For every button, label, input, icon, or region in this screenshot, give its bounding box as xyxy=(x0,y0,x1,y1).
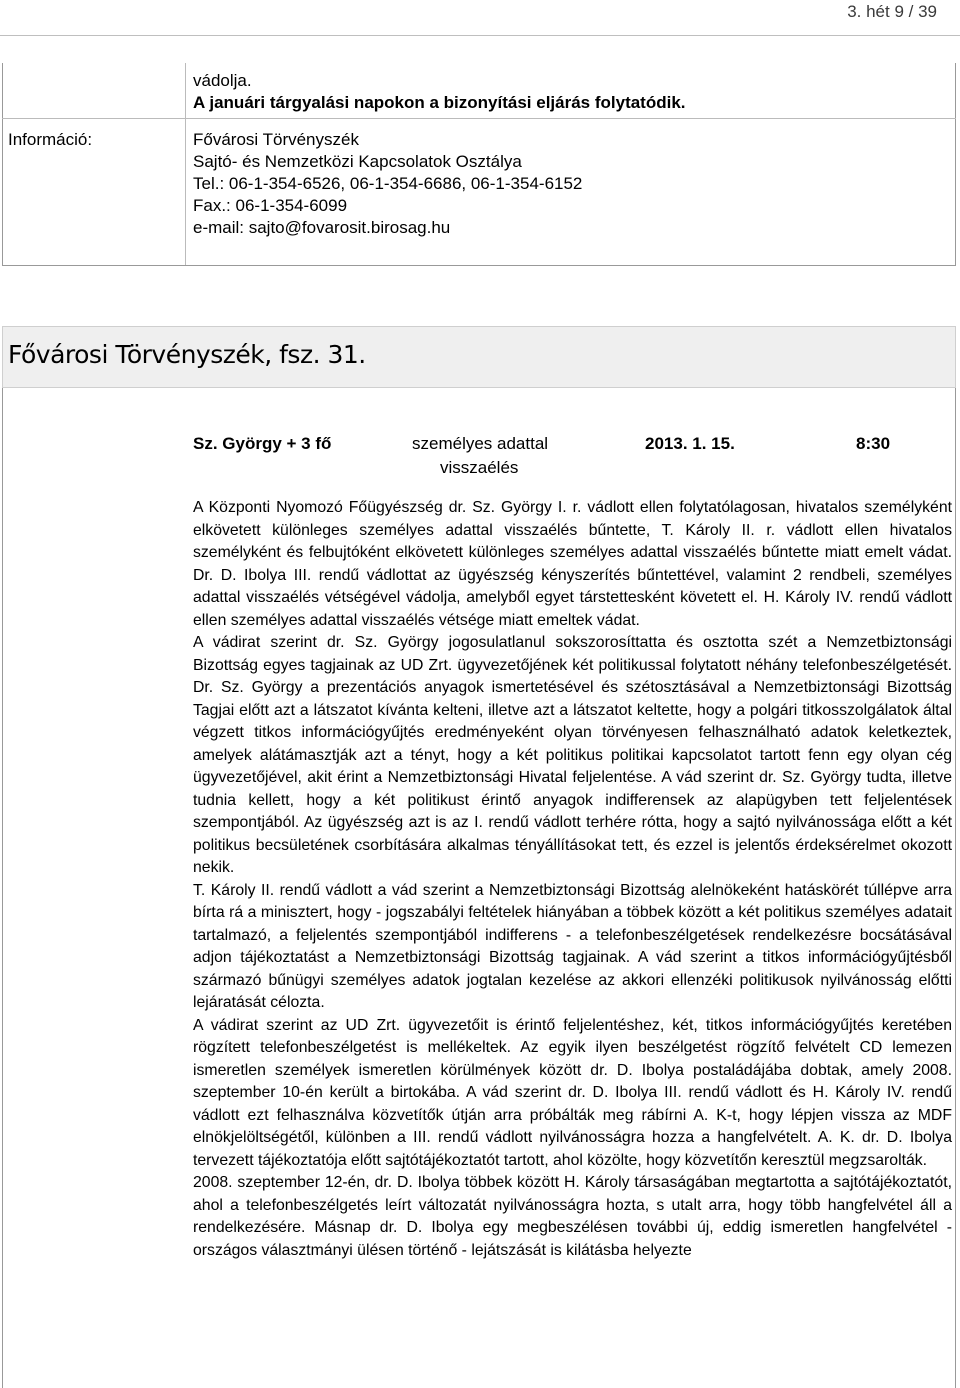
contact-line-1: Fővárosi Törvényszék xyxy=(193,130,359,149)
case-defendant: Sz. György + 3 fő xyxy=(193,434,332,453)
paragraph-5: 2008. szeptember 12-én, dr. D. Ibolya többek között H. Károly társaságában megtartotta a sajtótájékoztatót, ahol a telefonbeszélgetés leírt változatát nyilvánosságra hozta, s utalt arra, hogy több hangfelvétel áll a rendelkezésére. Másnap dr. D. Ibolya egy megbeszélésen további új, eddig ismeretlen hangfelvétel - országos választmányi ülésen történő - lejátszását is kilátásba helyezte xyxy=(193,1174,952,1259)
case-time: 8:30 xyxy=(856,434,891,453)
contact-line-3: Tel.: 06-1-354-6526, 06-1-354-6686, 06-1-354-6152 xyxy=(193,174,583,193)
table-left-border xyxy=(2,63,3,266)
info-block xyxy=(193,70,686,239)
table-column-divider xyxy=(185,63,186,266)
contact-line-5: e-mail: sajto@fovarosit.birosag.hu xyxy=(193,218,451,237)
header-rule xyxy=(0,35,960,36)
prev-line-1: vádolja. xyxy=(193,71,252,90)
courtroom-title: Fővárosi Törvényszék, fsz. 31. xyxy=(8,340,366,369)
paragraph-1: A Központi Nyomozó Főügyészség dr. Sz. György I. r. vádlott ellen folytatólagosan, hivatalos személyként elkövetett különleges személyes adattal visszaélés bűntette, T. Károly II. r. vádlott ellen hivatalos személyként és felbujtóként elkövetett különleges személyes adattal visszaélés bűntette miatt emelt vádat. Dr. D. Ibolya III. rendű vádlottat az ügyészség kényszerítés bűntettével, valamint 2 rendbeli, személyes adattal visszaélés vétségével vádolja, amelyből egyet társtettesként követett el. H. Károly IV. rendű vádlott ellen személyes adattal visszaélés vétsége miatt emeltek vádat. xyxy=(193,499,952,629)
table-right-border xyxy=(955,63,956,266)
table-bottom-border xyxy=(2,265,956,266)
paragraph-3: T. Károly II. rendű vádlott a vád szerint a Nemzetbiztonsági Bizottság alelnökeként hatáskörét túllépve arra bírta rá a minisztert, hogy - jogszabályi feltételek hiányában a többek között a két politikus személyes adatait tartalmazó, a feljelentés szempontjából indifferens - a telefonbeszélgetések rendelkezésre bocsátásával adjon tájékoztatást a Nemzetbiztonsági Bizottság tagjainak. A vád szerint a titkos információgyűjtésből származó bűnügyi személyes adatok jogtalan kezelése az akkori ellenzéki politikusok nyilvánosság előtti lejáratását célozta. xyxy=(193,881,952,1011)
info-label: Információ: xyxy=(8,130,93,149)
paragraph-2: A vádirat szerint dr. Sz. György jogosulatlanul sokszorosíttatta és osztotta szét a Nemzetbiztonsági Bizottság egyes tagjainak az UD Zrt. ügyvezetőjének két politikussal folytatott néhány telefonbeszélgetését. Dr. Sz. György a prezentációs anyagok ismertetésével és szétosztásával a Nemzetbiztonsági Bizottság Tagjai előtt azt a látszatot kívánta kelteni, illetve azt a látszatot keltette, hogy a polgári titkosszolgálatok által végzett titkos információgyűjtés eredményeként olyan törvényesen felhasználható adatok keletkeztek, amelyek alátámasztják azt a tényt, hogy a két politikus politikai kapcsolatot tartott fenn egy olyan cég ügyvezetőjével, akit érint a Nemzetbiztonsági Hivatal feljelentése. A vád szerint dr. Sz. György tudta, illetve tudnia kellett, hogy a két politikust érintő anyagok indifferensek az alapügyben tett feljelentések szempontjából. Az ügyészség azt is az I. rendű vádlott terhére rótta, hogy a sajtó nyilvánossága előtt a két politikus becsületének csorbítására alkalmas tényállításokat tett, és ezzel is jelentős érdeksérelmet okozott nekik. xyxy=(193,634,952,876)
case-charge-cont: visszaélés xyxy=(440,458,519,477)
case-date: 2013. 1. 15. xyxy=(645,434,735,453)
case-charge: személyes adattal xyxy=(412,434,549,453)
contact-line-2: Sajtó- és Nemzetközi Kapcsolatok Osztálya xyxy=(193,152,522,171)
contact-line-4: Fax.: 06-1-354-6099 xyxy=(193,196,348,215)
courtroom-banner xyxy=(2,326,956,388)
paragraph-4: A vádirat szerint az UD Zrt. ügyvezetőit is érintő feljelentéshez, két, titkos információgyűjtés keretében rögzített telefonbeszélgetést is mellékeltek. Az egyik ilyen beszélgetést rögzítő felvételt CD lemezen ismeretlen személyek ismeretlen körülmények között dr. D. Ibolya postaládájába dobtak, amely 2008. szeptember 10-én került a birtokába. A vád szerint dr. D. Ibolya III. rendű vádlott és H. Károly IV. rendű vádlott ezt felhasználva közvetítők útján arra próbálták meg rábírni A. K-t, hogy lépjen vissza az MDF elnökjelöltségétől, különben a III. rendű vádlott nyilvánosságra hozza a hangfelvételt. A. K. dr. D. Ibolya tervezett tájékoztatója előtt sajtótájékoztatót tartott, ahol közölte, hogy közvetítőn keresztül megzsarolták. xyxy=(193,1016,952,1169)
case-description xyxy=(193,497,952,1262)
prev-line-2: A januári tárgyalási napokon a bizonyítási eljárás folytatódik. xyxy=(193,93,686,112)
page-number: 3. hét 9 / 39 xyxy=(847,2,937,21)
